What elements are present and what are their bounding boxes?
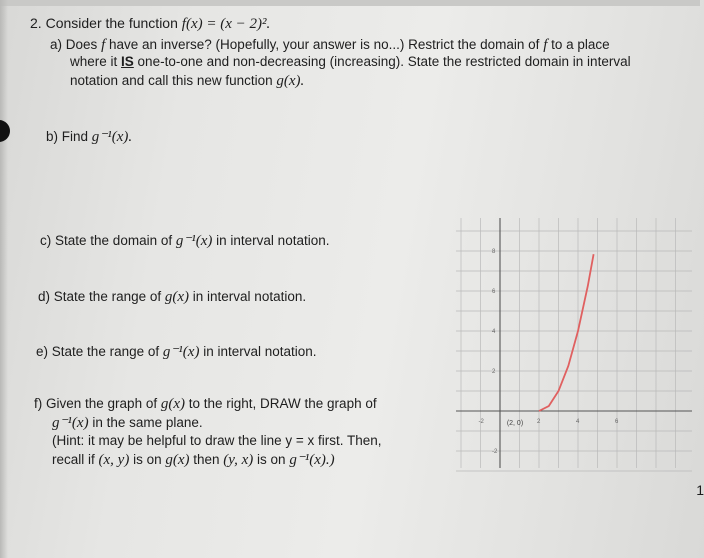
part-e-text: in interval notation. <box>199 344 317 359</box>
part-b-math: g⁻¹(x). <box>91 129 133 145</box>
part-d-text: State the range of <box>53 289 165 304</box>
graph-series <box>539 254 594 411</box>
y-tick-label: 8 <box>492 249 496 255</box>
part-a-text: to a place <box>547 37 610 52</box>
x-tick-label: 4 <box>576 419 580 425</box>
page-number: 1 <box>696 482 704 498</box>
stem-math: f(x) = (x − 2)². <box>181 16 271 32</box>
stem-text: Consider the function <box>45 15 182 31</box>
part-e-text: State the range of <box>51 344 163 359</box>
part-f-math: (y, x) <box>223 452 254 468</box>
part-c-text: in interval notation. <box>212 233 330 248</box>
part-c <box>40 232 329 250</box>
graph-of-g <box>456 218 692 468</box>
point-annotation: (2, 0) <box>506 420 524 427</box>
part-d-text: in interval notation. <box>189 289 307 304</box>
part-a-label: a) <box>50 37 63 52</box>
paper-shadow <box>0 0 8 558</box>
y-tick-label: 6 <box>492 289 496 295</box>
part-e <box>36 343 317 361</box>
part-f-text: is on <box>253 452 290 467</box>
part-a-text: have an inverse? (Hopefully, your answer is no...) Restrict the domain of <box>105 37 544 52</box>
part-f-line4 <box>52 451 335 469</box>
part-a-text: where it <box>70 54 122 69</box>
part-f-math: g⁻¹(x).) <box>289 452 335 468</box>
part-f-text: recall if <box>52 452 99 467</box>
part-f-math: g⁻¹(x) <box>52 415 89 431</box>
part-f-text: in the same plane. <box>88 415 203 430</box>
part-a-math: g(x). <box>276 73 305 89</box>
problem-stem <box>30 15 270 33</box>
part-f-line1 <box>34 395 377 413</box>
binder-hole <box>0 120 10 142</box>
x-tick-label: 6 <box>615 419 619 425</box>
part-e-label: e) <box>36 344 49 359</box>
part-f-line3 <box>52 432 382 449</box>
part-a-math: f <box>101 37 106 53</box>
part-d-math: g(x) <box>164 289 190 305</box>
y-tick-label: 4 <box>492 329 496 335</box>
part-b-label: b) <box>46 129 59 144</box>
part-f-math: (x, y) <box>98 452 130 468</box>
part-d-label: d) <box>38 289 51 304</box>
part-f-math: g(x) <box>165 452 190 468</box>
problem-number: 2. <box>30 15 42 31</box>
part-a-text: one-to-one and non-decreasing (increasing). State the restricted domain in interval <box>133 54 631 69</box>
y-tick-label: 2 <box>492 369 496 375</box>
x-tick-label: 2 <box>537 419 541 425</box>
part-c-math: g⁻¹(x) <box>175 233 213 249</box>
part-f-text: then <box>189 452 224 467</box>
paper-top-edge <box>0 0 700 6</box>
y-tick-label: -2 <box>492 449 498 455</box>
part-f-text: (Hint: it may be helpful to draw the line y = x first. Then, <box>52 433 382 448</box>
part-a-emphasis: IS <box>121 54 134 69</box>
part-f-line2 <box>52 414 203 432</box>
part-a-text: Does <box>65 37 102 52</box>
part-d <box>38 288 306 306</box>
part-f-label: f) <box>34 396 43 411</box>
part-a-line1 <box>50 36 610 54</box>
x-tick-label: -2 <box>478 419 484 425</box>
part-f-text: to the right, DRAW the graph of <box>185 396 377 411</box>
part-a-math: f <box>543 37 548 53</box>
part-a-line2 <box>70 53 631 70</box>
part-c-label: c) <box>40 233 52 248</box>
part-b-text: Find <box>61 129 92 144</box>
part-f-text: Given the graph of <box>46 396 161 411</box>
part-a-text: notation and call this new function <box>70 73 277 88</box>
part-c-text: State the domain of <box>55 233 176 248</box>
part-a-line3 <box>70 72 304 90</box>
part-f-math: g(x) <box>160 396 185 412</box>
part-e-math: g⁻¹(x) <box>162 344 200 360</box>
part-b <box>46 128 132 146</box>
series-line <box>539 254 594 411</box>
part-f-text: is on <box>129 452 166 467</box>
